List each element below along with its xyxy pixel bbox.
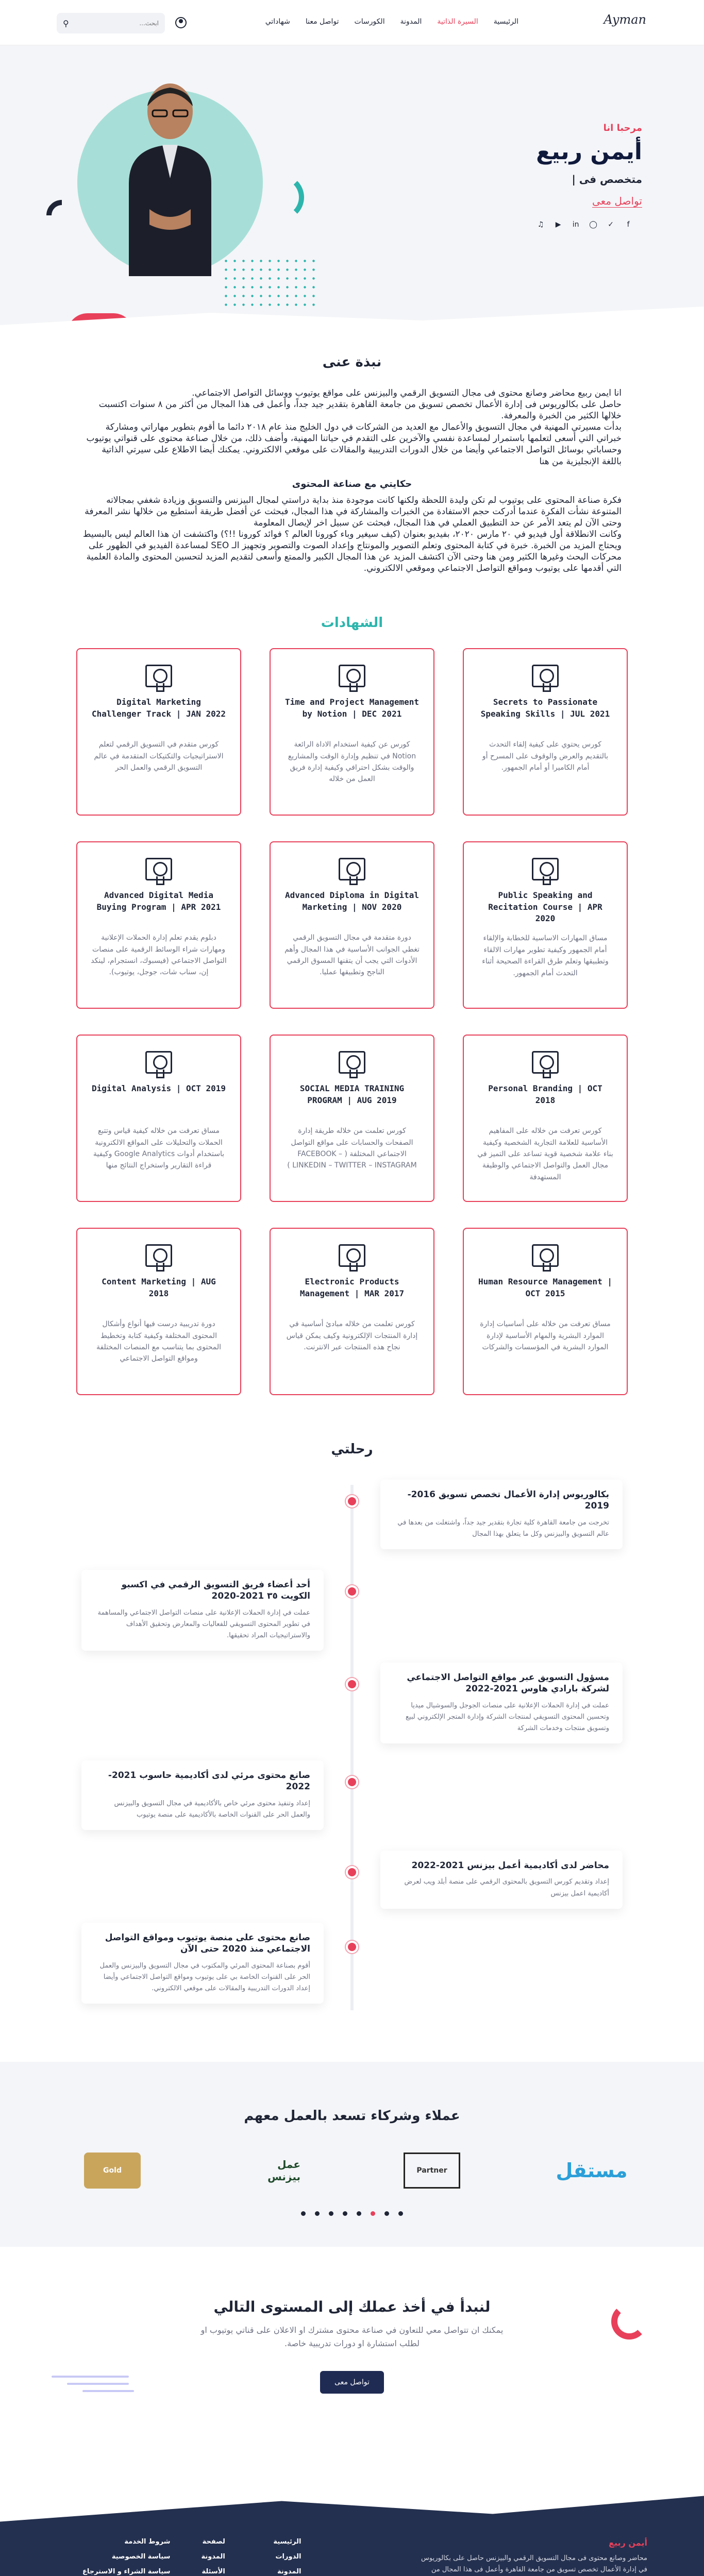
certificate-desc: مساق تعرفت من خلاله على أساسيات إدارة الموارد البشرية والمهام الأساسية لإدارة الموارد البشرية في المؤسسات والشركات xyxy=(480,1320,611,1352)
nav-certificates[interactable]: شهاداتي xyxy=(265,18,290,26)
certificate-icon xyxy=(145,1051,172,1074)
certificate-title: Public Speaking and Recitation Course | APR 2020 xyxy=(488,890,602,924)
footer-col xyxy=(57,2538,170,2576)
certificate-icon xyxy=(145,1244,172,1267)
footer-link[interactable]: الرئيسية xyxy=(273,2537,301,2546)
certificate-title: Electronic Products Management | MAR 2017 xyxy=(299,1277,405,1298)
certificate-card[interactable] xyxy=(76,1035,241,1202)
certificates-grid xyxy=(82,648,622,1395)
certificate-title: Advanced Digital Media Buying Program | APR 2021 xyxy=(96,890,221,912)
youtube-icon[interactable]: ▶ xyxy=(555,221,561,229)
timeline-desc: إعداد وتنفيذ محتوى مرئي خاص بالأكاديمية في مجال التسويق والبيزنس والعمل الحر على القنوات الخاصة بالأكاديمية على منصة يوتيوب xyxy=(114,1799,310,1819)
instagram-icon[interactable]: ◯ xyxy=(589,221,597,229)
certificate-desc: دورة متقدمة في مجال التسويق الرقمي تغطي الجوانب الأساسية في هذا المجال وأهم الأدوات التي يجب أن يتقنها المسوق الرقمي الناجح وتطبيقها عمليا. xyxy=(284,934,420,977)
certificates-title: الشهادات xyxy=(321,615,383,631)
partners-title: عملاء وشركاء تسعد بالعمل معهم xyxy=(244,2108,460,2124)
timeline-dot xyxy=(346,1678,358,1690)
contact-button[interactable]: تواصل معى xyxy=(320,2371,384,2394)
footer-link[interactable]: الأسئلة xyxy=(202,2567,225,2575)
about-text: وكانت الانطلاقة أول فيديو في ٢٠ مارس ٢٠٢٠، بفيديو بعنوان (كيف سيغير وباء كورونا العالم ؟ فوائد كورونا !!؟) واكتشفت ان هذا العالم ليس بالبسيط ويحتاج المزيد من الخبرة. خبرة في كتابة المحتوى وتعلم التصوير والمونتاج وإعداد الصوت والتصوير وتجهيز الـ SEO لمساعدة الفيديو في الظهور على محركات البحث وغيرها الكثير ومن هنا وحتى الآن اكتشف المزيد عن هذا المجال الكبير والممتع وأسعى لتقديم المزيد لتحسين المحتوى والمادة العلمية التي أقدمها على يوتيوب ومواقع التواصل الاجتماعي وموقعي الالكتروني. xyxy=(82,529,622,574)
about-section xyxy=(0,334,704,595)
certificates-section xyxy=(0,595,704,1416)
timeline-title: صانع محتوى على منصة يوتيوب ومواقع التواصل الاجتماعي منذ 2020 حتى الآن xyxy=(105,1933,310,1955)
certificate-card[interactable] xyxy=(270,1035,434,1202)
certificate-title: Secrets to Passionate Speaking Skills | JUL 2021 xyxy=(480,697,610,719)
logo[interactable]: Ayman xyxy=(604,12,646,27)
certificate-desc: دورة تدريبية درست فيها أنواع وأشكال المحتوى المختلفة وكيفية كتابة وتخطيط المحتوى بما يتناسب مع المنصات المختلفة ومواقع التواصل الاجتماعي xyxy=(96,1320,222,1363)
pager-dot[interactable] xyxy=(371,2211,375,2216)
search-icon[interactable]: ⚲ xyxy=(63,18,69,28)
timeline-item xyxy=(81,1760,324,1829)
certificate-icon xyxy=(339,1244,365,1267)
footer-link[interactable]: المدونة xyxy=(277,2567,301,2575)
partners-section xyxy=(0,2062,704,2247)
twitter-icon[interactable]: ✓ xyxy=(608,221,614,229)
footer-brand: أيمن ربيع xyxy=(609,2537,647,2548)
certificate-card[interactable] xyxy=(76,841,241,1009)
about-text: فكرة صناعة المحتوى على يوتيوب لم تكن وليدة اللحظة ولكنها كانت موجودة منذ بداية دراستي لمجال البيزنس والتسويق وزيادة شغفي بمجالاته المتنوعة نشأت الفكرة عندما أدركت حجم الاستفادة من الخبرات والمشاركة في هذا المجال، فبحثت عن أفضل طريقة أستطيع من خلالها نشر المعرفة وحتى الآن لم يتعد الأمر عن حد التطبيق العملي في هذا المجال، فبحثت عن سبيل اخر لإيصال المعلومة xyxy=(85,495,622,528)
hero-greeting: مرحبا انا xyxy=(603,123,642,133)
certificate-icon xyxy=(532,665,559,687)
timeline-line xyxy=(350,1485,354,2010)
hero-text xyxy=(536,123,642,229)
footer-about xyxy=(421,2538,647,2576)
certificate-card[interactable] xyxy=(270,841,434,1009)
certificate-card[interactable] xyxy=(463,841,628,1009)
timeline-item xyxy=(380,1851,623,1908)
pager-dot[interactable] xyxy=(315,2211,320,2216)
pager-dot[interactable] xyxy=(384,2211,389,2216)
hero-role: متخصص فى | xyxy=(572,173,642,185)
partner-logo[interactable]: Partner xyxy=(404,2153,460,2189)
search-box xyxy=(57,13,165,33)
footer-columns xyxy=(57,2538,647,2576)
search-input[interactable] xyxy=(74,20,159,27)
footer-col xyxy=(256,2538,301,2576)
nav-courses[interactable]: الكورسات xyxy=(354,18,385,26)
certificate-title: Human Resource Management | OCT 2015 xyxy=(478,1277,613,1298)
hero xyxy=(0,45,704,334)
certificate-title: Content Marketing | AUG 2018 xyxy=(102,1277,216,1298)
certificate-title: Digital Marketing Challenger Track | JAN 2022 xyxy=(91,697,226,719)
timeline-desc: عملت في إدارة الحملات الإعلانية على منصات الجوجل والسوشيال ميديا وتحسين المحتوى التسويقي لمنتجات الشركة وإدارة المتجر الإلكتروني لبيع وتسويق منتجات وخدمات الشركة xyxy=(406,1701,609,1732)
certificate-desc: مساق تعرفت من خلاله كيفية قياس وتتبع الحملات والتحليلات على المواقع الالكترونية باستخدام أدوات Google Analytics وكيفية قراءة التقارير واستخراج النتائج منها xyxy=(93,1127,225,1170)
pager-dot[interactable] xyxy=(357,2211,361,2216)
timeline-title: مسؤول التسويق عبر مواقع التواصل الاجتماعي لشركة بارادي هاوس 2021-2022 xyxy=(407,1672,609,1694)
certificate-desc: كورس تعلمت من خلاله طريقة إدارة الصفحات والحسابات على مواقع التواصل الاجتماعي المختلفة ( FACEBOOK – LINKEDIN – TWITTER – INSTAGRAM ) xyxy=(287,1127,417,1170)
decor-ring xyxy=(611,2303,647,2340)
nav-contact[interactable]: تواصل معنا xyxy=(305,18,339,26)
footer-col xyxy=(201,2538,225,2576)
about-text: بدأت مسيرتي المهنية في مجال التسويق والأعمال مع العديد من الشركات في دول الخليج منذ عام ٢٠١٨ دائما ما أقوم بتطوير مهاراتي ومشاركة خبراتي التي أسعى لتعلمها باستمرار لمساعدة نفسي والآخرين على التقدم في حياتنا المهنية، وأضف ذلك، من خلال صناعة محتوى على قنواتي يوتيوب وحساباتي بوسائل التواصل الاجتماعي وأيضا من خلال الدورات التدريبية والمقالات على موقعي الالكتروني. يمكنك أيضا الاطلاع على سيرتي الذاتية باللغة الإنجليزية من هنا xyxy=(86,422,622,467)
timeline-item xyxy=(380,1663,623,1743)
timeline-title: صانع محتوى مرئي لدى أكاديمية حاسوب 2021-2022 xyxy=(108,1770,310,1792)
social-links xyxy=(536,220,642,229)
certificate-desc: كورس متقدم في التسويق الرقمي لتعلم الاستراتيجيات والتكتيكات المتقدمة في عالم التسويق الرقمي والعمل الحر xyxy=(94,740,224,772)
certificate-title: Digital Analysis | OCT 2019 xyxy=(91,1083,226,1094)
tiktok-icon[interactable]: ♫ xyxy=(537,221,544,229)
pager-dot[interactable] xyxy=(398,2211,403,2216)
cta-text: يمكنك ان تتواصل معي للتعاون في صناعة محتوى مشترك او الاعلان على قناتي يوتيوب او لطلب استشارة او دورات تدريبية خاصة. xyxy=(200,2325,504,2348)
nav-cv[interactable]: السيرة الذاتية xyxy=(437,18,478,26)
certificate-desc: كورس يحتوي على كيفية إلقاء التحدث بالتقديم والعرض والوقوف على المسرح أو أمام الكاميرا أو أمام الجمهور. xyxy=(482,740,609,772)
timeline-desc: عملت في إدارة الحملات الإعلانية على منصات التواصل الاجتماعي والمساهمة في تطوير المحتوى التسويقي للفعاليات والمعارض وتحقيق الأهداف والاستراتيجيات المراد تحقيقها. xyxy=(97,1608,310,1639)
certificate-card[interactable] xyxy=(270,648,434,816)
certificate-card[interactable] xyxy=(76,648,241,816)
certificate-desc: كورس عن كيفية استخدام الاداة الرائعة Notion في تنظيم وإدارة الوقت والمشاريع والوقت بشكل احترافي وكيفية إدارة فريق العمل من خلاله xyxy=(288,740,416,784)
about-subtitle: حكايتي مع صناعة المحتوى xyxy=(292,478,412,489)
certificate-desc: كورس تعرفت من خلاله على المفاهيم الأساسية للعلامة التجارية الشخصية وكيفية بناء علامة شخصية قوية تساعد على التميز في مجال العمل والتواصل الاجتماعي والوظيفة المستهدفة xyxy=(477,1127,613,1181)
cta-section xyxy=(0,2247,704,2476)
footer-about-text: محاضر وصانع محتوى فى مجال التسويق الرقمي والبيزنس حاصل على بكالوريوس في إدارة الأعمال تخصص تسويق من جامعة القاهرة وأعمل فى هذا المجال من xyxy=(421,2554,647,2573)
certificate-icon xyxy=(532,1051,559,1074)
timeline-item xyxy=(380,1480,623,1549)
footer-link[interactable]: شروط الخدمة xyxy=(124,2537,171,2546)
footer xyxy=(0,2476,704,2576)
footer-link[interactable]: المدونة xyxy=(201,2552,225,2561)
certificate-icon xyxy=(145,665,172,687)
journey-section xyxy=(0,1416,704,2062)
timeline-title: محاضر لدى أكاديمية أعمل بيزنس 2021-2022 xyxy=(411,1860,609,1871)
profile-photo xyxy=(119,70,222,276)
pager-dot[interactable] xyxy=(343,2211,347,2216)
hero-name: أيمن ربيع xyxy=(536,139,642,165)
timeline-dot xyxy=(346,1866,358,1878)
footer-links xyxy=(57,2538,301,2576)
certificate-desc: كورس تعلمت من خلاله مبادئ أساسية في إدارة المنتجات الإلكترونية وكيف يمكن قياس نجاح هذه المنتجات عبر الانترنت. xyxy=(286,1320,418,1352)
certificate-title: Personal Branding | OCT 2018 xyxy=(488,1083,602,1105)
partners-carousel xyxy=(0,2153,704,2189)
nav-home[interactable]: الرئيسية xyxy=(493,18,518,26)
certificate-icon xyxy=(532,1244,559,1267)
timeline-desc: إعداد وتقديم كورس التسويق بالمحتوى الرقمي على منصة أبلد ويب لعرض أكاديمية اعمل بيزنس xyxy=(404,1878,609,1897)
certificate-icon xyxy=(339,665,365,687)
decor-lines xyxy=(52,2376,134,2406)
nav-blog[interactable]: المدونة xyxy=(400,18,422,26)
partner-logo[interactable]: مستقل xyxy=(556,2159,628,2182)
about-text: حاصل على بكالوريوس فى إدارة الأعمال تخصص تسويق من جامعة القاهرة بتقدير جيد جداً، وأعمل فى هذا المجال من أكثر من ٨ سنوات اكتسبت خلالها الكثير من الخبرة والمعرفة. xyxy=(98,399,622,421)
journey-title: رحلتي xyxy=(331,1442,373,1458)
carousel-pager xyxy=(0,2211,704,2216)
certificate-title: Advanced Diploma in Digital Marketing | NOV 2020 xyxy=(284,890,420,912)
decor-dots xyxy=(222,257,320,308)
certificate-card[interactable] xyxy=(463,1228,628,1395)
footer-wave xyxy=(0,2476,704,2527)
timeline xyxy=(81,1475,623,2021)
timeline-desc: تخرجت من جامعة القاهرة كلية تجارة بتقدير جيد جداً، واشتغلت من بعدها في عالم التسويق والبيزنس وكل ما يتعلق بهذا المجال xyxy=(397,1518,609,1538)
facebook-icon[interactable]: f xyxy=(627,221,630,229)
timeline-item xyxy=(81,1923,324,2003)
about-title: نبذة عنى xyxy=(322,354,382,370)
footer-link[interactable]: لصفحة xyxy=(202,2537,225,2546)
timeline-dot xyxy=(346,1776,358,1788)
timeline-title: أحد أعضاء فريق التسويق الرقمي في اكسبو الكويت ٣٥ 2021-2020 xyxy=(121,1580,310,1602)
cta-title: لنبدأ في أخذ عملك إلى المستوى التالي xyxy=(213,2298,491,2316)
linkedin-icon[interactable]: in xyxy=(572,221,579,229)
footer-link[interactable]: سياسة الشراء و الاسترجاع xyxy=(82,2567,171,2575)
nav-links xyxy=(265,18,518,26)
certificate-title: Time and Project Management by Notion | DEC 2021 xyxy=(284,697,420,719)
timeline-dot xyxy=(346,1585,358,1598)
footer-link[interactable]: الدورات xyxy=(275,2552,301,2561)
certificate-card[interactable] xyxy=(463,648,628,816)
pager-dot[interactable] xyxy=(301,2211,306,2216)
certificate-icon xyxy=(339,858,365,880)
certificate-icon xyxy=(145,858,172,880)
user-icon[interactable] xyxy=(175,17,187,28)
timeline-item xyxy=(81,1570,324,1650)
partner-logo[interactable]: Gold xyxy=(84,2153,141,2189)
certificate-icon xyxy=(532,858,559,880)
certificate-icon xyxy=(339,1051,365,1074)
pager-dot[interactable] xyxy=(329,2211,333,2216)
certificate-card[interactable] xyxy=(76,1228,241,1395)
certificate-desc: دبلوم يقدم تعلم إدارة الحملات الإعلانية ومهارات شراء الوسائط الرقمية على منصات التواصل الاجتماعي (فيسبوك، انستجرام، لينكد إن، سناب شات، جوجل، يوتيوب). xyxy=(91,934,227,977)
footer-link[interactable]: سياسة الخصوصية xyxy=(111,2552,171,2561)
timeline-desc: أقوم بصناعة المحتوى المرئي والمكتوب في مجال التسويق والبيزنس والعمل الحر على القنوات الخاصة بي على يوتيوب ومواقع التواصل الاجتماعي وأيضا إعداد الدورات التدريبية والمقالات على موقعي الالكتروني. xyxy=(99,1961,310,1992)
timeline-dot xyxy=(346,1941,358,1953)
timeline-dot xyxy=(346,1495,358,1507)
timeline-title: بكالوريوس إدارة الأعمال تخصص تسويق 2016-2019 xyxy=(407,1489,609,1512)
hero-photo xyxy=(77,70,263,276)
decor-ring xyxy=(258,174,304,221)
partner-logo[interactable]: عمل بيزنس xyxy=(267,2158,300,2183)
certificate-card[interactable] xyxy=(270,1228,434,1395)
contact-link[interactable]: تواصل معى xyxy=(592,195,642,207)
about-text: انا ايمن ربيع محاضر وصانع محتوى فى مجال التسويق الرقمي والبيزنس على مواقع يوتيوب ووسائل التواصل الاجتماعي. xyxy=(192,388,622,398)
certificate-card[interactable] xyxy=(463,1035,628,1202)
certificate-desc: مساق المهارات الاساسية للخطابة والإلقاء أمام الجمهور وكيفية تطوير مهارات الالقاء وتطبيقها وتعلم طرق القراءة الصحيحة أثناء التحدث أمام الجمهور. xyxy=(482,934,609,977)
certificate-title: SOCIAL MEDIA TRAINING PROGRAM | AUG 2019 xyxy=(299,1083,405,1105)
navbar xyxy=(0,0,704,45)
